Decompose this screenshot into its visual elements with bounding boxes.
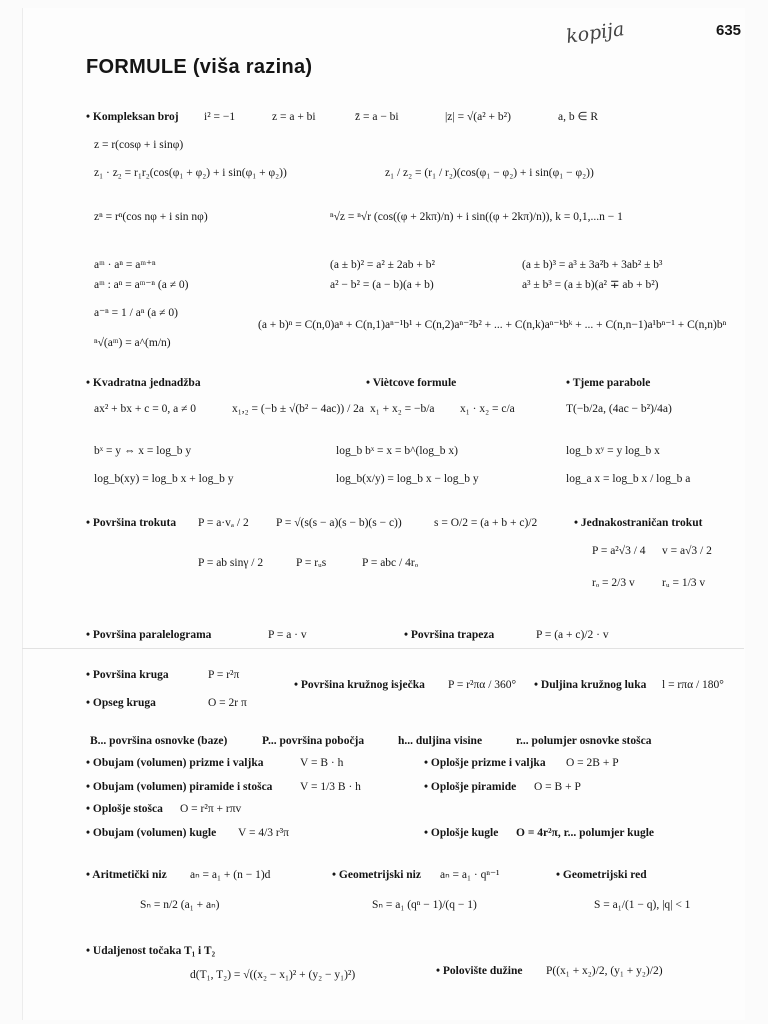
formula-text: i² = −1	[204, 111, 236, 123]
formula-text: z = a + bi	[272, 111, 316, 123]
formula-text: aₙ = a₁ · qⁿ⁻¹	[440, 869, 500, 881]
section-label: • Tjeme parabole	[566, 377, 651, 389]
formula-text: a, b ∈ R	[558, 111, 599, 123]
formula-text: log_b xʸ = y log_b x	[566, 445, 660, 457]
formula-text: S = a₁/(1 − q), |q| < 1	[594, 899, 691, 911]
page-number: 635	[716, 22, 742, 39]
formula-text: P = rᵤs	[296, 557, 327, 569]
section-label: • Kvadratna jednadžba	[86, 377, 201, 389]
formula-text: P = r²πα / 360°	[448, 679, 517, 691]
section-label: • Obujam (volumen) prizme i valjka	[86, 757, 264, 769]
formula-text: P = abc / 4rₒ	[362, 557, 419, 569]
formula-text: a⁻ⁿ = 1 / aⁿ (a ≠ 0)	[94, 307, 178, 319]
section-label: • Površina kružnog isječka	[294, 679, 425, 691]
formula-text: log_b bˣ = x = b^(log_b x)	[336, 445, 458, 457]
formula-text: x₁ + x₂ = −b/a	[370, 403, 435, 415]
formula-text: P = r²π	[208, 669, 240, 681]
section-label: • Površina paralelograma	[86, 629, 212, 641]
section-label: • Obujam (volumen) kugle	[86, 827, 217, 839]
section-label: • Površina kruga	[86, 669, 169, 681]
formula-text: z₁ · z₂ = r₁r₂(cos(φ₁ + φ₂) + i sin(φ₁ + φ₂))	[94, 167, 287, 179]
formula-text: log_b(xy) = log_b x + log_b y	[94, 473, 234, 485]
formula-text: P = a²√3 / 4	[592, 545, 646, 557]
formula-text: z₁ / z₂ = (r₁ / r₂)(cos(φ₁ − φ₂) + i sin(φ₁ − φ₂))	[385, 167, 594, 179]
section-label: • Oplošje kugle	[424, 827, 499, 839]
formula-text: a² − b² = (a − b)(a + b)	[330, 279, 434, 291]
section-label: P... površina pobočja	[262, 735, 365, 747]
formula-text: P = a · v	[268, 629, 307, 641]
section-label: • Oplošje prizme i valjka	[424, 757, 546, 769]
formula-text: (a + b)ⁿ = C(n,0)aⁿ + C(n,1)aⁿ⁻¹b¹ + C(n,2)aⁿ⁻²b² + ... + C(n,k)aⁿ⁻ᵏbᵏ + ... + C(n,n−1)a¹bⁿ⁻¹ + C(n,n)bⁿ	[258, 319, 727, 331]
formula-text: ⁿ√(aᵐ) = a^(m/n)	[94, 337, 171, 349]
formula-text: O = r²π + rπv	[180, 803, 242, 815]
formula-text: ax² + bx + c = 0, a ≠ 0	[94, 403, 197, 415]
formula-text: V = B · h	[300, 757, 344, 769]
section-label: • Obujam (volumen) piramide i stošca	[86, 781, 273, 793]
formula-text: x₁ · x₂ = c/a	[460, 403, 515, 415]
formula-text: aᵐ · aⁿ = aᵐ⁺ⁿ	[94, 259, 156, 271]
formula-text: O = 2r π	[208, 697, 247, 709]
formula-text: l = rπα / 180°	[662, 679, 724, 691]
formula-text: log_b(x/y) = log_b x − log_b y	[336, 473, 479, 485]
formula-text: V = 1/3 B · h	[300, 781, 361, 793]
formula-text: zⁿ = rⁿ(cos nφ + i sin nφ)	[94, 211, 208, 223]
section-label: • Opseg kruga	[86, 697, 156, 709]
page-title: FORMULE (viša razina)	[86, 56, 313, 78]
formula-text: O = 2B + P	[566, 757, 619, 769]
formula-text: V = 4/3 r³π	[238, 827, 289, 839]
section-label: • Površina trokuta	[86, 517, 177, 529]
section-label: • Viètcove formule	[366, 377, 457, 389]
formula-text: (a ± b)² = a² ± 2ab + b²	[330, 259, 435, 271]
section-label: B... površina osnovke (baze)	[90, 735, 228, 747]
formula-text: Sₙ = n/2 (a₁ + aₙ)	[140, 899, 220, 911]
section-label: • Geometrijski niz	[332, 869, 421, 881]
section-label: • Aritmetički niz	[86, 869, 167, 881]
section-label: h... duljina visine	[398, 735, 483, 747]
formula-text: P = a·vₐ / 2	[198, 517, 249, 529]
section-label: • Kompleksan broj	[86, 111, 179, 123]
formula-text: O = B + P	[534, 781, 581, 793]
formula-text: d(T₁, T₂) = √((x₂ − x₁)² + (y₂ − y₁)²)	[190, 969, 356, 981]
formula-text: z̄ = a − bi	[355, 111, 399, 123]
section-label: • Oplošje piramide	[424, 781, 517, 793]
formula-text: log_a x = log_b x / log_b a	[566, 473, 691, 485]
formula-text: v = a√3 / 2	[662, 545, 712, 557]
formula-text: z = r(cosφ + i sinφ)	[94, 139, 184, 151]
paper-fold-line	[22, 648, 744, 649]
formula-text: P((x₁ + x₂)/2, (y₁ + y₂)/2)	[546, 965, 663, 977]
formula-text: rᵤ = 1/3 v	[662, 577, 706, 589]
section-label: • Jednakostraničan trokut	[574, 517, 703, 529]
formula-text: (a ± b)³ = a³ ± 3a²b + 3ab² ± b³	[522, 259, 663, 271]
formula-text: Sₙ = a₁ (qⁿ − 1)/(q − 1)	[372, 899, 477, 911]
section-label: • Polovište dužine	[436, 965, 523, 977]
formula-text: a³ ± b³ = (a ± b)(a² ∓ ab + b²)	[522, 279, 659, 291]
section-label: O = 4r²π, r... polumjer kugle	[516, 827, 655, 839]
section-label: • Geometrijski red	[556, 869, 647, 881]
handwritten-note: kopija	[564, 18, 626, 48]
section-label: • Oplošje stošca	[86, 803, 163, 815]
formula-text: rₒ = 2/3 v	[592, 577, 635, 589]
formula-text: |z| = √(a² + b²)	[445, 111, 511, 123]
section-label: • Udaljenost točaka T₁ i T₂	[86, 945, 216, 957]
formula-text: P = (a + c)/2 · v	[536, 629, 609, 641]
section-label: r... polumjer osnovke stošca	[516, 735, 652, 747]
formula-text: bˣ = y ⇔ x = log_b y	[94, 445, 192, 457]
formula-text: T(−b/2a, (4ac − b²)/4a)	[566, 403, 672, 415]
section-label: • Duljina kružnog luka	[534, 679, 647, 691]
formula-text: ⁿ√z = ⁿ√r (cos((φ + 2kπ)/n) + i sin((φ + 2kπ)/n)), k = 0,1,...n − 1	[330, 211, 623, 223]
formula-text: P = √(s(s − a)(s − b)(s − c))	[276, 517, 402, 529]
section-label: • Površina trapeza	[404, 629, 495, 641]
formula-text: aₙ = a₁ + (n − 1)d	[190, 869, 271, 881]
formula-text: s = O/2 = (a + b + c)/2	[434, 517, 538, 529]
formula-text: P = ab sinγ / 2	[198, 557, 264, 569]
formula-text: aᵐ : aⁿ = aᵐ⁻ⁿ (a ≠ 0)	[94, 279, 189, 291]
formula-text: x₁,₂ = (−b ± √(b² − 4ac)) / 2a	[232, 403, 364, 415]
